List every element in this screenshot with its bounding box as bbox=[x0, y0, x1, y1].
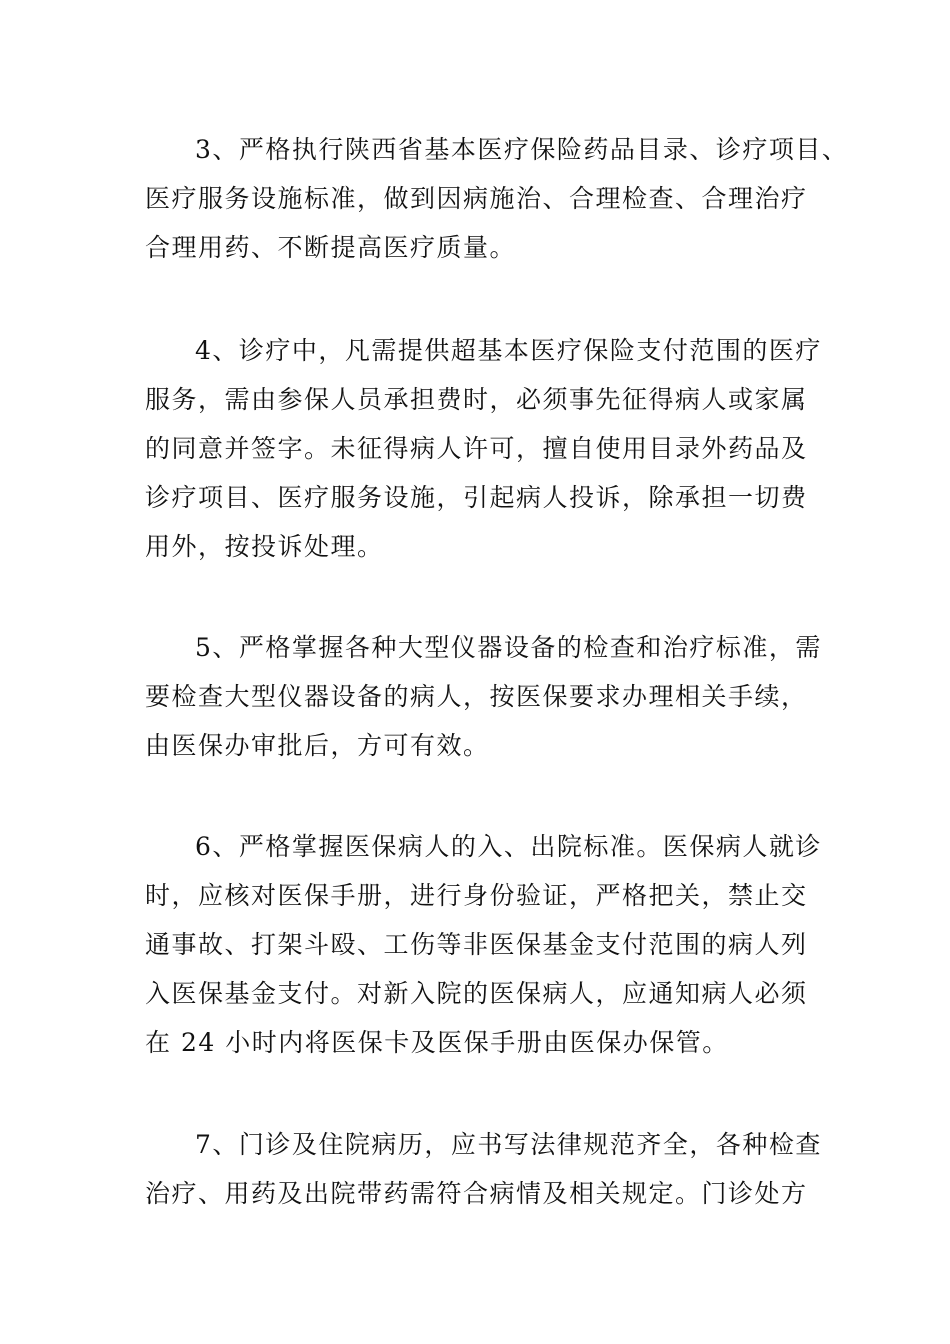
paragraph-line: 4、诊疗中，凡需提供超基本医疗保险支付范围的医疗 bbox=[195, 336, 822, 365]
paragraph-line: 的同意并签字。未征得病人许可，擅自使用目录外药品及 bbox=[145, 434, 808, 463]
paragraph-line: 治疗、用药及出院带药需符合病情及相关规定。门诊处方 bbox=[145, 1179, 808, 1208]
paragraph-line: 合理用药、不断提高医疗质量。 bbox=[145, 233, 517, 262]
paragraph-line: 要检查大型仪器设备的病人，按医保要求办理相关手续， bbox=[145, 682, 808, 711]
paragraph-line: 医疗服务设施标准，做到因病施治、合理检查、合理治疗 bbox=[145, 184, 808, 213]
paragraph-7 bbox=[145, 1120, 822, 1218]
paragraph-line: 通事故、打架斗殴、工伤等非医保基金支付范围的病人列 bbox=[145, 930, 808, 959]
paragraph-line: 由医保办审批后，方可有效。 bbox=[145, 731, 490, 760]
paragraph-line: 5、严格掌握各种大型仪器设备的检查和治疗标准，需 bbox=[195, 633, 822, 662]
paragraph-line: 7、门诊及住院病历，应书写法律规范齐全，各种检查 bbox=[195, 1130, 822, 1159]
paragraph-5 bbox=[145, 623, 822, 770]
paragraph-3 bbox=[145, 125, 849, 272]
paragraph-6 bbox=[145, 822, 822, 1067]
paragraph-4 bbox=[145, 326, 822, 571]
paragraph-line: 3、严格执行陕西省基本医疗保险药品目录、诊疗项目、 bbox=[195, 135, 849, 164]
paragraph-line: 入医保基金支付。对新入院的医保病人，应通知病人必须 bbox=[145, 979, 808, 1008]
paragraph-line: 6、严格掌握医保病人的入、出院标准。医保病人就诊 bbox=[195, 832, 822, 861]
paragraph-line: 诊疗项目、医疗服务设施，引起病人投诉，除承担一切费 bbox=[145, 483, 808, 512]
paragraph-line: 用外，按投诉处理。 bbox=[145, 532, 384, 561]
paragraph-line: 在 24 小时内将医保卡及医保手册由医保办保管。 bbox=[145, 1028, 729, 1057]
paragraph-line: 服务，需由参保人员承担费时，必须事先征得病人或家属 bbox=[145, 385, 808, 414]
paragraph-line: 时，应核对医保手册，进行身份验证，严格把关，禁止交 bbox=[145, 881, 808, 910]
